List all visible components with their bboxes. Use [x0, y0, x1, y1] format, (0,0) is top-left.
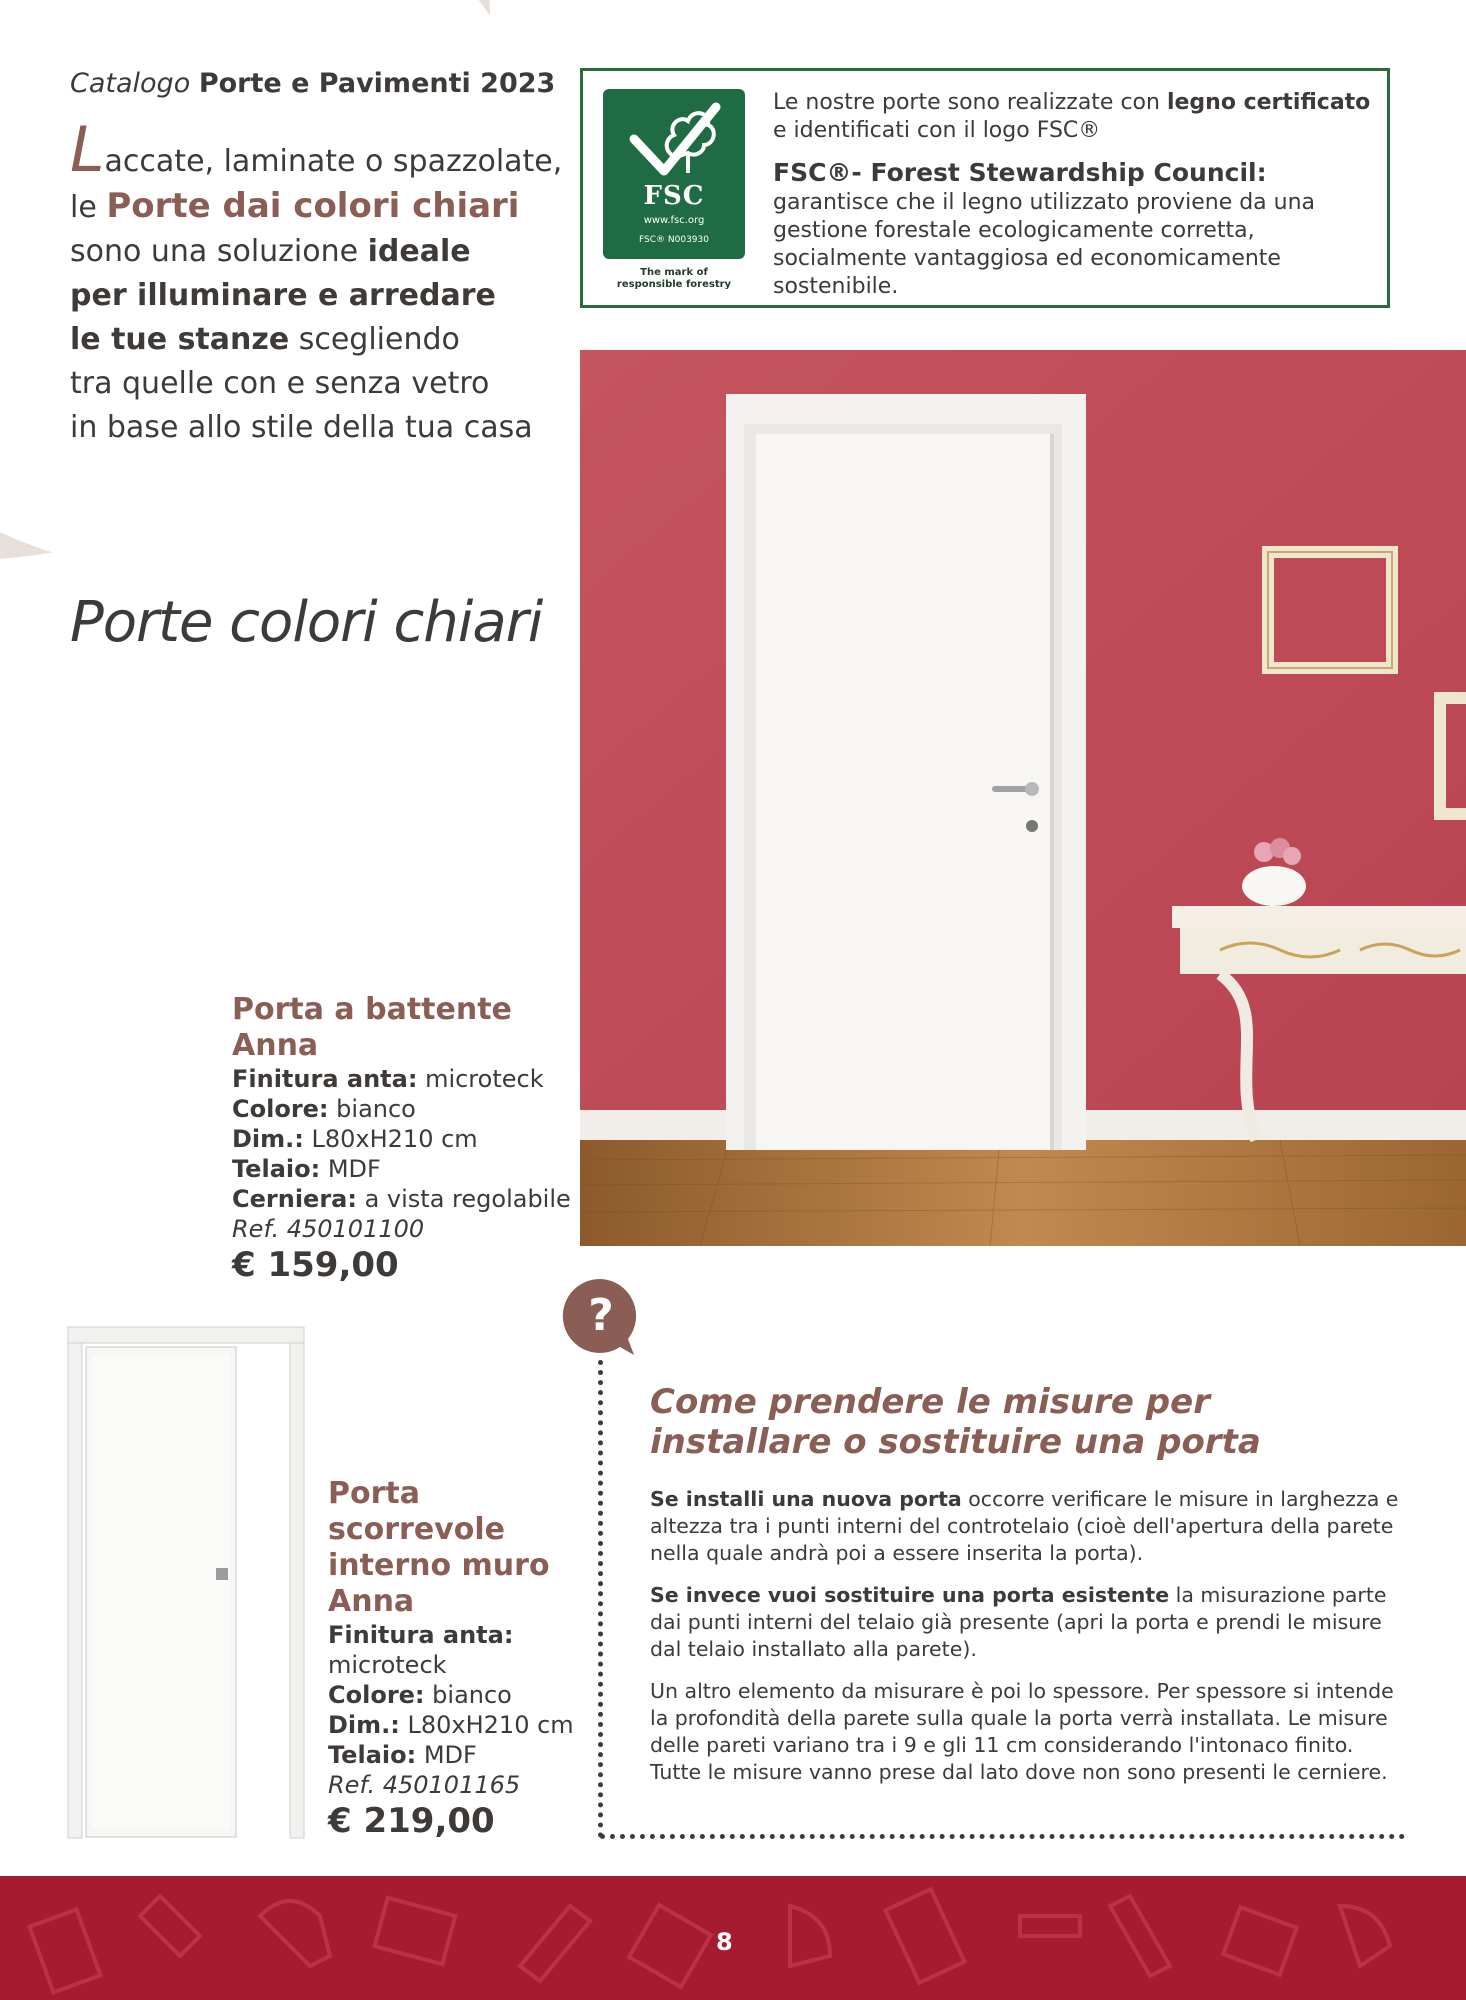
- fsc-mark-line-2: responsible forestry: [616, 279, 732, 290]
- product-price: € 159,00: [232, 1245, 399, 1285]
- product-anna-sliding: [328, 1476, 578, 1841]
- catalog-heading: [70, 68, 555, 99]
- spec-label: Finitura anta:: [328, 1621, 514, 1649]
- fsc-paragraph-1: [773, 89, 1373, 145]
- fsc-p1-text: Le nostre porte sono realizzate con: [773, 90, 1167, 115]
- spec-value: L80xH210 cm: [303, 1125, 478, 1153]
- catalog-prefix: Catalogo: [70, 68, 191, 99]
- question-mark-glyph: ?: [588, 1290, 614, 1341]
- spec-label: Colore:: [232, 1095, 329, 1123]
- spec-value: microteck: [328, 1651, 447, 1679]
- intro-line-1-text: accate, laminate o spazzolate,: [104, 144, 563, 179]
- spec-value: bianco: [328, 1095, 416, 1123]
- fsc-mark-caption: [601, 267, 747, 291]
- spec-frame: [328, 1740, 578, 1770]
- tips-paragraph-2: [650, 1582, 1410, 1663]
- fsc-p1-bold: legno certificato: [1166, 90, 1371, 115]
- door-room-photo: [580, 350, 1466, 1246]
- footer-tools-pattern: [0, 1876, 1466, 2000]
- intro-line-3: [70, 230, 570, 274]
- door-room-illustration: [580, 350, 1466, 1246]
- fsc-mark-line-1: The mark of: [640, 267, 708, 278]
- fsc-logo-code: FSC® N003930: [639, 235, 709, 245]
- fsc-paragraph-2: [773, 159, 1373, 301]
- intro-line-6: tra quelle con e senza vetro: [70, 366, 490, 401]
- intro-line-1: [70, 113, 570, 186]
- product-price: € 219,00: [328, 1801, 495, 1841]
- page-number: 8: [716, 1928, 733, 1956]
- spec-value: MDF: [416, 1741, 477, 1769]
- product-ref: Ref. 450101165: [328, 1771, 521, 1799]
- question-mark-icon: [560, 1275, 642, 1357]
- tips-body: [650, 1486, 1410, 1801]
- spec-value: bianco: [424, 1681, 512, 1709]
- spec-label: Telaio:: [328, 1741, 417, 1769]
- catalog-title: Porte e Pavimenti 2023: [198, 68, 556, 99]
- product-name: Porta a battente Anna: [232, 992, 512, 1063]
- spec-value: microteck: [417, 1065, 544, 1093]
- intro-line-2-text: le: [70, 190, 107, 225]
- intro-line-5-text: scegliendo: [289, 322, 460, 357]
- tips-p2-bold: Se invece vuoi sostituire una porta esistente: [650, 1583, 1170, 1607]
- fsc-logo-word: FSC: [643, 181, 705, 211]
- intro-paragraph: [70, 113, 570, 450]
- tips-p1-text: occorre verificare le misure in larghezza e altezza tra i punti interni del controtelaio (cioè dell'apertura della parete nella quale andrà poi a essere inserita la porta).: [650, 1487, 1399, 1565]
- spec-color: [328, 1680, 578, 1710]
- spec-finish: [232, 1064, 577, 1094]
- product-ref: Ref. 450101100: [232, 1215, 425, 1243]
- spec-color: [232, 1094, 577, 1124]
- spec-label: Telaio:: [232, 1155, 321, 1183]
- sliding-door-image: [66, 1325, 306, 1840]
- fsc-logo-site: www.fsc.org: [643, 215, 705, 226]
- spec-label: Dim.:: [328, 1711, 400, 1739]
- fsc-tree-check-icon: [624, 99, 724, 181]
- intro-dropcap: L: [70, 113, 105, 186]
- spec-label: Dim.:: [232, 1125, 304, 1153]
- intro-line-5-bold: le tue stanze: [70, 322, 290, 357]
- tips-paragraph-1: [650, 1486, 1410, 1567]
- intro-line-3-bold: ideale: [367, 234, 471, 269]
- tips-divider-vertical: [598, 1360, 603, 1838]
- product-name: Porta scorrevole interno muro Anna: [328, 1476, 550, 1619]
- tips-p2-text: la misurazione parte dai punti interni del telaio già presente (apri la porta e prendi le misure dal telaio installato alla parete).: [650, 1583, 1387, 1661]
- footer-band: [0, 1876, 1466, 2000]
- spec-dimensions: [232, 1124, 577, 1154]
- fsc-p2-bold: FSC®- Forest Stewardship Council:: [773, 158, 1267, 187]
- sliding-door-illustration: [66, 1325, 306, 1840]
- intro-line-5: [70, 318, 570, 362]
- fsc-text: [773, 89, 1373, 315]
- tips-paragraph-3: Un altro elemento da misurare è poi lo spessore. Per spessore si intende la profondità della parete sulla quale la porta verrà installata. Le misure delle pareti variano tra i 9 e gli 11 cm considerando l'intonaco finito. Tutte le misure vanno prese dal lato dove non sono presenti le cerniere.: [650, 1679, 1394, 1784]
- spec-frame: [232, 1154, 577, 1184]
- spec-label: Colore:: [328, 1681, 425, 1709]
- spec-finish: [328, 1620, 578, 1680]
- spec-value: a vista regolabile: [356, 1185, 571, 1213]
- spec-value: L80xH210 cm: [399, 1711, 574, 1739]
- section-title: Porte colori chiari: [70, 590, 543, 655]
- intro-line-2: [70, 184, 570, 230]
- spec-label: Cerniera:: [232, 1185, 357, 1213]
- intro-highlight: Porte dai colori chiari: [106, 186, 520, 226]
- fsc-p2-text: garantisce che il legno utilizzato proviene da una gestione forestale ecologicamente corretta, socialmente vantaggiosa ed economicamente sostenibile.: [773, 190, 1316, 299]
- spec-label: Finitura anta:: [232, 1065, 418, 1093]
- intro-line-4: per illuminare e arredare: [70, 278, 496, 313]
- tips-p1-bold: Se installi una nuova porta: [650, 1487, 962, 1511]
- intro-line-3-text: sono una soluzione: [70, 234, 368, 269]
- spec-hinge: [232, 1184, 577, 1214]
- tips-divider-horizontal: [600, 1834, 1405, 1839]
- intro-line-7: in base allo stile della tua casa: [70, 410, 533, 445]
- product-anna-swing: [232, 992, 577, 1285]
- spec-dimensions: [328, 1710, 578, 1740]
- tips-title: Come prendere le misure per installare o sostituire una porta: [650, 1382, 1261, 1462]
- fsc-info-box: [580, 68, 1390, 308]
- spec-value: MDF: [320, 1155, 381, 1183]
- fsc-p1-post: e identificati con il logo FSC®: [773, 118, 1101, 143]
- fsc-logo: [603, 89, 745, 259]
